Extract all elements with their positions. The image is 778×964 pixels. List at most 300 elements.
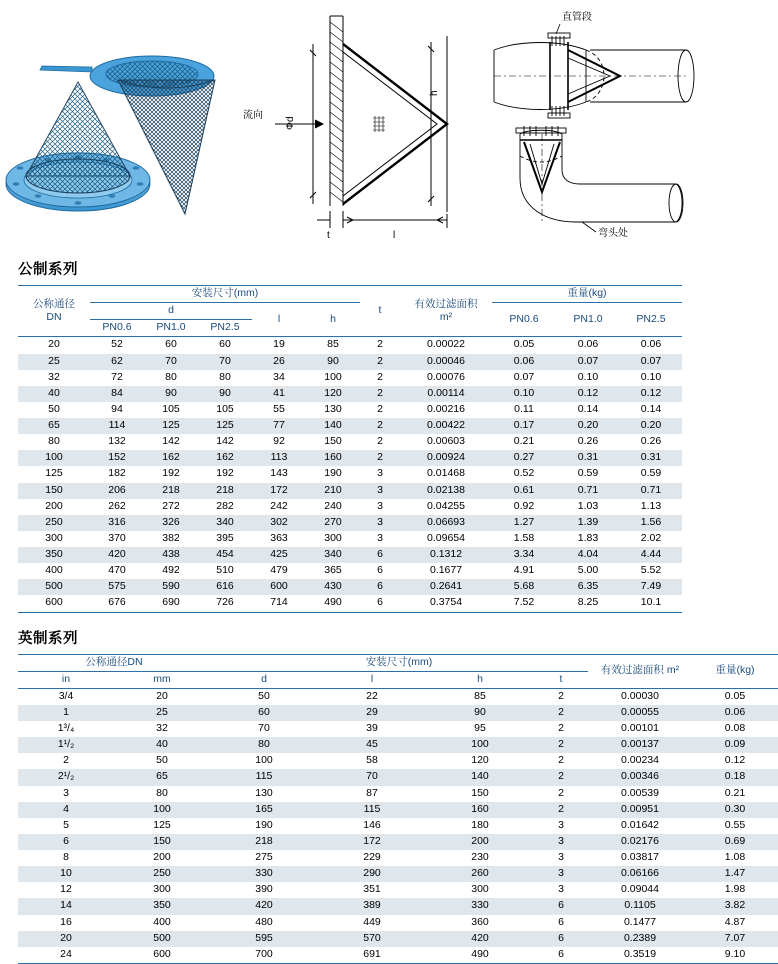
table-cell: 0.1477 — [623, 915, 657, 928]
imperial-header-t: t — [534, 671, 588, 688]
table-cell: 125 — [153, 818, 171, 831]
table-cell: 29 — [318, 705, 426, 721]
table-cell: 6 — [558, 915, 564, 928]
table-cell: 0.08 — [724, 722, 746, 734]
table-cell: 26 — [252, 354, 306, 370]
table-cell: 3 — [377, 467, 383, 480]
table-cell: 438 — [144, 547, 198, 563]
table-cell: 3 — [534, 866, 588, 882]
table-cell: 1.56 — [620, 515, 682, 531]
table-cell: 62 — [90, 354, 144, 370]
table-cell: 84 — [90, 386, 144, 402]
table-cell: 25 — [114, 705, 210, 721]
table-cell: 600 — [153, 947, 171, 960]
table-cell: 100 — [114, 802, 210, 818]
table-cell: 50 — [156, 754, 168, 767]
table-cell: 192 — [162, 467, 180, 480]
table-cell: 350 — [18, 547, 90, 563]
table-cell: 39 — [366, 722, 378, 734]
table-cell: 1¹/₂ — [18, 737, 114, 753]
table-cell: 200 — [426, 834, 534, 850]
table-cell: 0.59 — [640, 467, 662, 480]
table-cell: 270 — [306, 515, 360, 531]
table-cell: 192 — [216, 467, 234, 480]
table-cell: 363 — [270, 531, 288, 544]
table-cell: 0.71 — [620, 483, 682, 499]
elbow-label: 弯头处 — [598, 228, 628, 239]
table-cell: 10 — [18, 866, 114, 882]
table-cell: 0.20 — [556, 418, 620, 434]
table-cell: 275 — [255, 851, 273, 863]
table-cell: 0.00539 — [621, 786, 659, 799]
table-cell: 3 — [360, 515, 400, 531]
metric-header-h: h — [306, 303, 360, 337]
table-cell: 6 — [377, 564, 383, 577]
table-cell: 0.05 — [513, 338, 535, 351]
table-cell: 3 — [63, 786, 69, 799]
table-cell: 34 — [273, 370, 285, 383]
table-cell: 340 — [198, 515, 252, 531]
table-cell: 316 — [90, 515, 144, 531]
table-cell: 80 — [156, 786, 168, 799]
metric-header-weight-pn10: PN1.0 — [556, 303, 620, 337]
table-cell: 6 — [534, 898, 588, 914]
table-cell: 691 — [363, 947, 381, 960]
table-cell: 0.10 — [577, 370, 599, 383]
table-cell: 616 — [198, 579, 252, 595]
table-cell: 0.00137 — [588, 737, 692, 753]
table-cell: 80 — [219, 370, 231, 383]
table-cell: 0.59 — [577, 467, 599, 480]
table-cell: 500 — [18, 579, 90, 595]
table-cell: 8 — [63, 851, 69, 863]
table-cell: 0.00055 — [588, 705, 692, 721]
table-cell: 230 — [471, 851, 489, 863]
imperial-header-d: d — [210, 671, 318, 688]
table-row — [18, 354, 682, 370]
table-cell: 32 — [48, 370, 60, 383]
table-cell: 80 — [165, 370, 177, 383]
table-cell: 3 — [558, 851, 564, 863]
table-cell: 365 — [324, 564, 342, 577]
table-cell: 5 — [63, 818, 69, 831]
metric-header-weight: 重量(kg) — [492, 286, 682, 303]
table-cell: 0.01468 — [427, 467, 465, 480]
table-cell: 360 — [471, 915, 489, 928]
flow-label: 流向 — [243, 110, 263, 121]
table-cell: 218 — [198, 483, 252, 499]
table-cell: 100 — [426, 737, 534, 753]
table-row — [18, 499, 682, 515]
table-cell: 142 — [216, 435, 234, 448]
table-cell: 20 — [48, 338, 60, 351]
table-cell: 92 — [273, 435, 285, 448]
table-row — [18, 563, 682, 579]
table-cell: 12 — [60, 883, 72, 896]
table-cell: 282 — [216, 499, 234, 512]
table-cell: 77 — [252, 418, 306, 434]
table-cell: 6 — [18, 834, 114, 850]
table-cell: 200 — [45, 499, 63, 512]
table-cell: 52 — [111, 338, 123, 351]
table-cell: 1.47 — [692, 866, 778, 882]
table-cell: 1.58 — [513, 531, 535, 544]
table-cell: 1 — [18, 705, 114, 721]
table-cell: 90 — [306, 354, 360, 370]
table-cell: 8.25 — [577, 596, 599, 609]
table-cell: 250 — [18, 515, 90, 531]
table-cell: 22 — [366, 689, 378, 702]
table-cell: 300 — [153, 883, 171, 896]
table-cell: 242 — [270, 499, 288, 512]
table-cell: 290 — [318, 866, 426, 882]
table-cell: 0.09044 — [621, 883, 659, 896]
table-cell: 0.07 — [513, 370, 535, 383]
table-row — [18, 898, 778, 914]
table-cell: 90 — [198, 386, 252, 402]
table-cell: 0.69 — [692, 834, 778, 850]
table-cell: 162 — [198, 450, 252, 466]
table-cell: 3 — [360, 483, 400, 499]
table-cell: 4.04 — [556, 547, 620, 563]
table-cell: 1.08 — [724, 851, 746, 863]
elbow-installation — [490, 126, 695, 244]
imperial-table-body — [18, 688, 778, 963]
table-cell: 45 — [318, 737, 426, 753]
table-cell: 20 — [156, 689, 168, 702]
table-cell: 80 — [48, 435, 60, 448]
table-cell: 58 — [366, 754, 378, 767]
table-cell: 40 — [18, 386, 90, 402]
metric-section-title: 公制系列 — [18, 262, 78, 278]
table-cell: 1³/₄ — [57, 722, 75, 734]
table-cell: 3 — [534, 834, 588, 850]
table-cell: 6 — [534, 931, 588, 947]
table-cell: 0.11 — [514, 402, 534, 415]
table-cell: 1.27 — [492, 515, 556, 531]
table-cell: 0.09654 — [427, 531, 465, 544]
imperial-header-h: h — [426, 671, 534, 688]
table-cell: 0.2641 — [400, 579, 492, 595]
table-cell: 6 — [360, 579, 400, 595]
table-cell: 0.00422 — [400, 418, 492, 434]
table-cell: 0.01642 — [621, 818, 659, 831]
table-cell: 90 — [144, 386, 198, 402]
table-cell: 0.20 — [620, 418, 682, 434]
table-cell: 2 — [534, 705, 588, 721]
table-cell: 5.52 — [640, 564, 662, 577]
table-cell: 0.09 — [692, 737, 778, 753]
table-row — [18, 434, 682, 450]
table-cell: 0.03817 — [621, 851, 659, 863]
table-cell: 10.1 — [640, 596, 662, 609]
metric-table — [18, 285, 682, 613]
imperial-header-area: 有效过滤面积 m² — [588, 654, 692, 688]
table-cell: 87 — [366, 786, 378, 799]
table-cell: 480 — [255, 915, 273, 928]
table-cell: 19 — [273, 338, 285, 351]
table-cell: 60 — [219, 338, 231, 351]
table-row — [18, 802, 778, 818]
table-row — [18, 834, 778, 850]
table-cell: 400 — [45, 564, 63, 577]
table-cell: 260 — [426, 866, 534, 882]
imperial-header-mm: mm — [114, 671, 210, 688]
table-cell: 160 — [306, 450, 360, 466]
table-cell: 570 — [318, 931, 426, 947]
table-cell: 190 — [255, 818, 273, 831]
table-cell: 382 — [162, 531, 180, 544]
table-cell: 85 — [474, 689, 486, 702]
table-cell: 115 — [318, 802, 426, 818]
table-cell: 3.34 — [492, 547, 556, 563]
table-cell: 2 — [377, 370, 383, 383]
table-cell: 0.17 — [492, 418, 556, 434]
table-cell: 300 — [471, 883, 489, 896]
table-cell: 0.02138 — [400, 483, 492, 499]
imperial-table — [18, 654, 778, 964]
table-cell: 130 — [324, 402, 342, 415]
table-cell: 454 — [198, 547, 252, 563]
table-row — [18, 531, 682, 547]
table-cell: 32 — [156, 722, 168, 734]
table-cell: 5.68 — [492, 579, 556, 595]
table-cell: 300 — [324, 531, 342, 544]
table-cell: 100 — [255, 754, 273, 767]
table-row — [18, 386, 682, 402]
table-cell: 2 — [534, 769, 588, 785]
table-cell: 1.03 — [577, 499, 599, 512]
table-cell: 0.02176 — [588, 834, 692, 850]
table-cell: 0.92 — [513, 499, 535, 512]
table-cell: 132 — [108, 435, 126, 448]
table-cell: 0.12 — [556, 386, 620, 402]
table-cell: 0.06693 — [400, 515, 492, 531]
table-cell: 420 — [210, 898, 318, 914]
table-row — [18, 866, 778, 882]
table-cell: 3.82 — [692, 898, 778, 914]
table-cell: 150 — [18, 483, 90, 499]
table-cell: 600 — [252, 579, 306, 595]
table-cell: 0.52 — [513, 467, 535, 480]
table-cell: 0.26 — [640, 435, 662, 448]
table-row — [18, 931, 778, 947]
table-cell: 2 — [360, 386, 400, 402]
table-cell: 172 — [318, 834, 426, 850]
table-cell: 0.06166 — [588, 866, 692, 882]
table-cell: 6 — [558, 947, 564, 960]
table-cell: 0.00076 — [427, 370, 465, 383]
table-row — [18, 947, 778, 964]
table-row — [18, 418, 682, 434]
table-cell: 600 — [45, 596, 63, 609]
table-cell: 6 — [360, 547, 400, 563]
table-cell: 0.71 — [556, 483, 620, 499]
table-cell: 430 — [306, 579, 360, 595]
table-cell: 0.00022 — [427, 338, 465, 351]
table-cell: 595 — [210, 931, 318, 947]
table-cell: 146 — [363, 818, 381, 831]
table-cell: 0.3754 — [429, 596, 463, 609]
table-cell: 113 — [252, 450, 306, 466]
metric-header-d-pn06: PN0.6 — [90, 320, 144, 337]
table-cell: 1.39 — [556, 515, 620, 531]
table-row — [18, 450, 682, 466]
table-cell: 0.06 — [492, 354, 556, 370]
table-cell: 65 — [18, 418, 90, 434]
table-cell: 250 — [114, 866, 210, 882]
metric-header-weight-pn06: PN0.6 — [492, 303, 556, 337]
table-cell: 0.00951 — [588, 802, 692, 818]
table-cell: 262 — [108, 499, 126, 512]
table-cell: 479 — [270, 564, 288, 577]
table-cell: 351 — [363, 883, 381, 896]
table-cell: 0.00114 — [400, 386, 492, 402]
table-row — [18, 595, 682, 612]
table-cell: 326 — [144, 515, 198, 531]
imperial-header-weight: 重量(kg) — [692, 654, 778, 688]
table-cell: 4.87 — [724, 915, 746, 928]
table-cell: 7.07 — [692, 931, 778, 947]
table-cell: 172 — [252, 483, 306, 499]
table-cell: 40 — [114, 737, 210, 753]
metric-table-body — [18, 337, 682, 612]
table-cell: 3 — [377, 531, 383, 544]
table-cell: 490 — [324, 596, 342, 609]
table-cell: 200 — [153, 851, 171, 863]
table-cell: 210 — [306, 483, 360, 499]
table-cell: 20 — [18, 931, 114, 947]
table-cell: 0.10 — [640, 370, 662, 383]
table-cell: 2 — [377, 402, 383, 415]
table-cell: 218 — [144, 483, 198, 499]
table-cell: 4.91 — [513, 564, 535, 577]
table-cell: 0.00216 — [427, 402, 465, 415]
table-cell: 400 — [153, 915, 171, 928]
imperial-header-in: in — [18, 671, 114, 688]
table-row — [18, 483, 682, 499]
table-row — [18, 882, 778, 898]
cross-section-drawing — [235, 6, 475, 246]
table-cell: 4.44 — [620, 547, 682, 563]
table-cell: 700 — [255, 947, 273, 960]
table-cell: 420 — [426, 931, 534, 947]
table-cell: 70 — [258, 722, 270, 734]
table-cell: 330 — [426, 898, 534, 914]
figures-area — [0, 0, 700, 252]
table-cell: 24 — [60, 947, 72, 960]
table-cell: 1.13 — [640, 499, 662, 512]
table-cell: 1.83 — [577, 531, 599, 544]
table-cell: 5.00 — [577, 564, 599, 577]
table-row — [18, 547, 682, 563]
table-cell: 0.00030 — [621, 689, 659, 702]
table-cell: 0.10 — [492, 386, 556, 402]
table-cell: 152 — [90, 450, 144, 466]
table-cell: 2 — [360, 354, 400, 370]
table-cell: 125 — [144, 418, 198, 434]
metric-header-install: 安装尺寸(mm) — [90, 286, 360, 303]
h-label: h — [429, 90, 440, 96]
table-cell: 0.14 — [577, 402, 599, 415]
t-label: t — [327, 230, 330, 241]
table-cell: 726 — [216, 596, 234, 609]
table-cell: 2 — [558, 689, 564, 702]
table-cell: 2 — [558, 722, 564, 734]
table-cell: 2 — [558, 754, 564, 767]
table-cell: 2 — [377, 435, 383, 448]
table-cell: 0.12 — [724, 754, 746, 767]
table-cell: 0.3519 — [623, 947, 657, 960]
table-cell: 0.30 — [692, 802, 778, 818]
table-cell: 190 — [324, 467, 342, 480]
table-cell: 1.98 — [724, 883, 746, 896]
table-row — [18, 579, 682, 595]
table-row — [18, 915, 778, 931]
table-cell: 2 — [558, 786, 564, 799]
imperial-header-install: 安装尺寸(mm) — [210, 654, 588, 671]
table-cell: 6 — [377, 596, 383, 609]
table-row — [18, 769, 778, 785]
table-cell: 0.05 — [724, 689, 746, 702]
table-cell: 2 — [377, 338, 383, 351]
table-cell: 0.06 — [640, 338, 662, 351]
table-cell: 0.26 — [577, 435, 599, 448]
table-cell: 50 — [48, 402, 60, 415]
table-cell: 0.07 — [620, 354, 682, 370]
metric-header-dn: 公称通径 DN — [18, 286, 90, 337]
table-cell: 350 — [114, 898, 210, 914]
table-cell: 180 — [471, 818, 489, 831]
table-cell: 9.10 — [724, 947, 746, 960]
table-cell: 3/4 — [58, 689, 74, 702]
table-cell: 150 — [324, 435, 342, 448]
table-cell: 70 — [318, 769, 426, 785]
table-cell: 2¹/₂ — [18, 769, 114, 785]
metric-header-d-pn10: PN1.0 — [144, 320, 198, 337]
straight-pipe-label: 直管段 — [562, 12, 592, 23]
table-cell: 72 — [111, 370, 123, 383]
table-cell: 575 — [90, 579, 144, 595]
imperial-section-title: 英制系列 — [18, 630, 78, 647]
table-cell: 140 — [306, 418, 360, 434]
table-cell: 0.31 — [620, 450, 682, 466]
metric-header-weight-pn25: PN2.5 — [620, 303, 682, 337]
table-cell: 0.2389 — [588, 931, 692, 947]
table-row — [18, 337, 682, 354]
table-cell: 7.49 — [620, 579, 682, 595]
metric-header-t: t — [360, 286, 400, 337]
table-cell: 114 — [90, 418, 144, 434]
metric-header-l: l — [252, 303, 306, 337]
table-row — [18, 688, 778, 705]
table-row — [18, 515, 682, 531]
table-cell: 2 — [534, 737, 588, 753]
table-cell: 150 — [114, 834, 210, 850]
table-cell: 90 — [426, 705, 534, 721]
table-cell: 125 — [45, 467, 63, 480]
l-label: l — [393, 230, 396, 241]
table-cell: 120 — [471, 754, 489, 767]
table-cell: 2 — [360, 418, 400, 434]
table-cell: 449 — [363, 915, 381, 928]
table-cell: 420 — [90, 547, 144, 563]
table-cell: 0.00046 — [400, 354, 492, 370]
table-cell: 0.14 — [640, 402, 662, 415]
table-cell: 330 — [210, 866, 318, 882]
table-cell: 120 — [306, 386, 360, 402]
table-cell: 390 — [255, 883, 273, 896]
